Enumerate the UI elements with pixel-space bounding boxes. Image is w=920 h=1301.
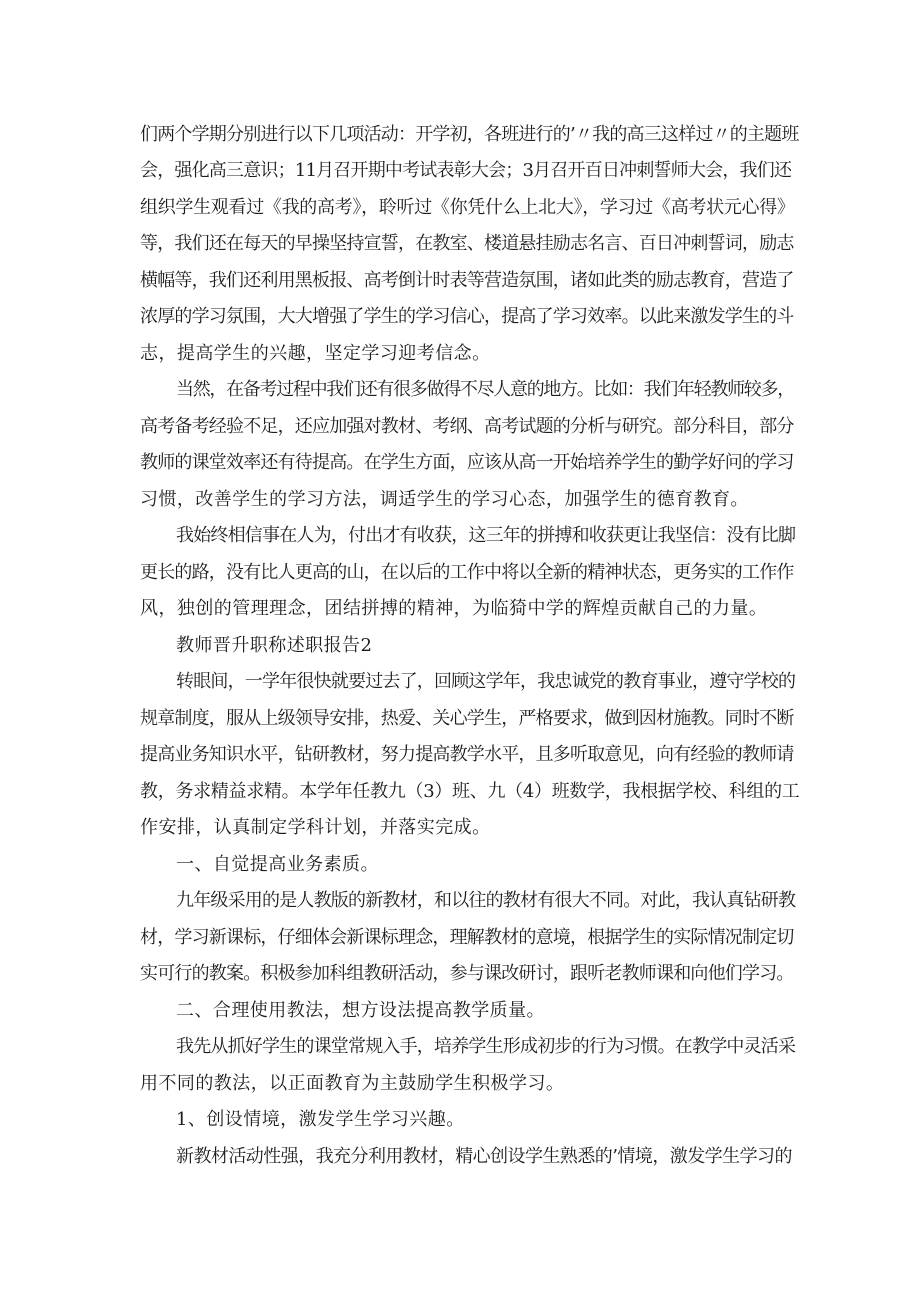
text-line: 规章制度，服从上级领导安排，热爱、关心学生，严格要求，做到因材施教。同时不断 (140, 708, 794, 729)
text-line: 实可行的教案。积极参加科组教研活动，参与课改研讨，跟听老教师课和向他们学习。 (140, 963, 794, 984)
text-line: 提高业务知识水平，钻研教材，努力提高教学水平，且多听取意见，向有经验的教师请 (140, 744, 794, 765)
text-line: 横幅等，我们还利用黑板报、高考倒计时表等营造氛围，诸如此类的励志教育，营造了 (140, 270, 794, 291)
text-line: 新教材活动性强，我充分利用教材，精心创设学生熟悉的’情境，激发学生学习的 (176, 1146, 792, 1167)
text-line: 高考备考经验不足，还应加强对教材、考纲、高考试题的分析与研究。部分科目，部分 (140, 416, 794, 437)
text-line: 作安排，认真制定学科计划，并落实完成。 (140, 817, 491, 838)
subheading: 一、自觉提高业务素质。 (176, 854, 379, 875)
text-line: 等，我们还在每天的早操坚持宣誓，在教室、楼道悬挂励志名言、百日冲刺誓词，励志 (140, 233, 794, 254)
text-line: 会，强化高三意识；11月召开期中考试表彰大会；3月召开百日冲刺誓师大会，我们还 (140, 160, 792, 181)
text-line: 我先从抓好学生的课堂常规入手，培养学生形成初步的行为习惯。在教学中灵活采 (176, 1036, 796, 1057)
text-line: 更长的路，没有比人更高的山，在以后的工作中将以全新的精神状态，更务实的工作作 (140, 562, 794, 583)
text-line: 志，提高学生的兴趣，坚定学习迎考信念。 (140, 343, 491, 364)
text-line: 教师的课堂效率还有待提高。在学生方面，应该从高一开始培养学生的勤学好问的学习 (140, 452, 794, 473)
text-line: 习惯，改善学生的学习方法，调适学生的学习心态，加强学生的德育教育。 (140, 489, 749, 510)
text-line: 浓厚的学习氛围，大大增强了学生的学习信心，提高了学习效率。以此来激发学生的斗 (140, 306, 794, 327)
text-line: 们两个学期分别进行以下几项活动：开学初，各班进行的’〃我的高三这样过〃的主题班 (140, 124, 799, 145)
section-heading: 教师晋升职称述职报告2 (176, 635, 373, 656)
subheading: 二、合理使用教法，想方设法提高教学质量。 (176, 1000, 545, 1021)
text-line: 转眼间，一学年很快就要过去了，回顾这学年，我忠诚党的教育事业，遵守学校的 (176, 671, 796, 692)
subheading: 1、创设情境，激发学生学习兴趣。 (176, 1109, 465, 1130)
text-line: 组织学生观看过《我的高考》，聆听过《你凭什么上北大》，学习过《高考状元心得》 (140, 197, 795, 218)
text-line: 教，务求精益求精。本学年任教九（3）班、九（4）班数学，我根据学校、科组的工 (140, 781, 800, 802)
text-line: 九年级采用的是人教版的新教材，和以往的教材有很大不同。对此，我认真钻研教 (176, 890, 796, 911)
text-line: 用不同的教法，以正面教育为主鼓励学生积极学习。 (140, 1073, 565, 1094)
text-line: 当然，在备考过程中我们还有很多做得不尽人意的地方。比如：我们年轻教师较多， (176, 379, 794, 400)
text-line: 我始终相信事在人为，付出才有收获，这三年的拼搏和收获更让我坚信：没有比脚 (176, 525, 796, 546)
text-line: 风，独创的管理理念，团结拼搏的精神，为临猗中学的辉煌贡献自己的力量。 (140, 598, 768, 619)
text-line: 材，学习新课标，仔细体会新课标理念，理解教材的意境，根据学生的实际情况制定切 (140, 927, 794, 948)
